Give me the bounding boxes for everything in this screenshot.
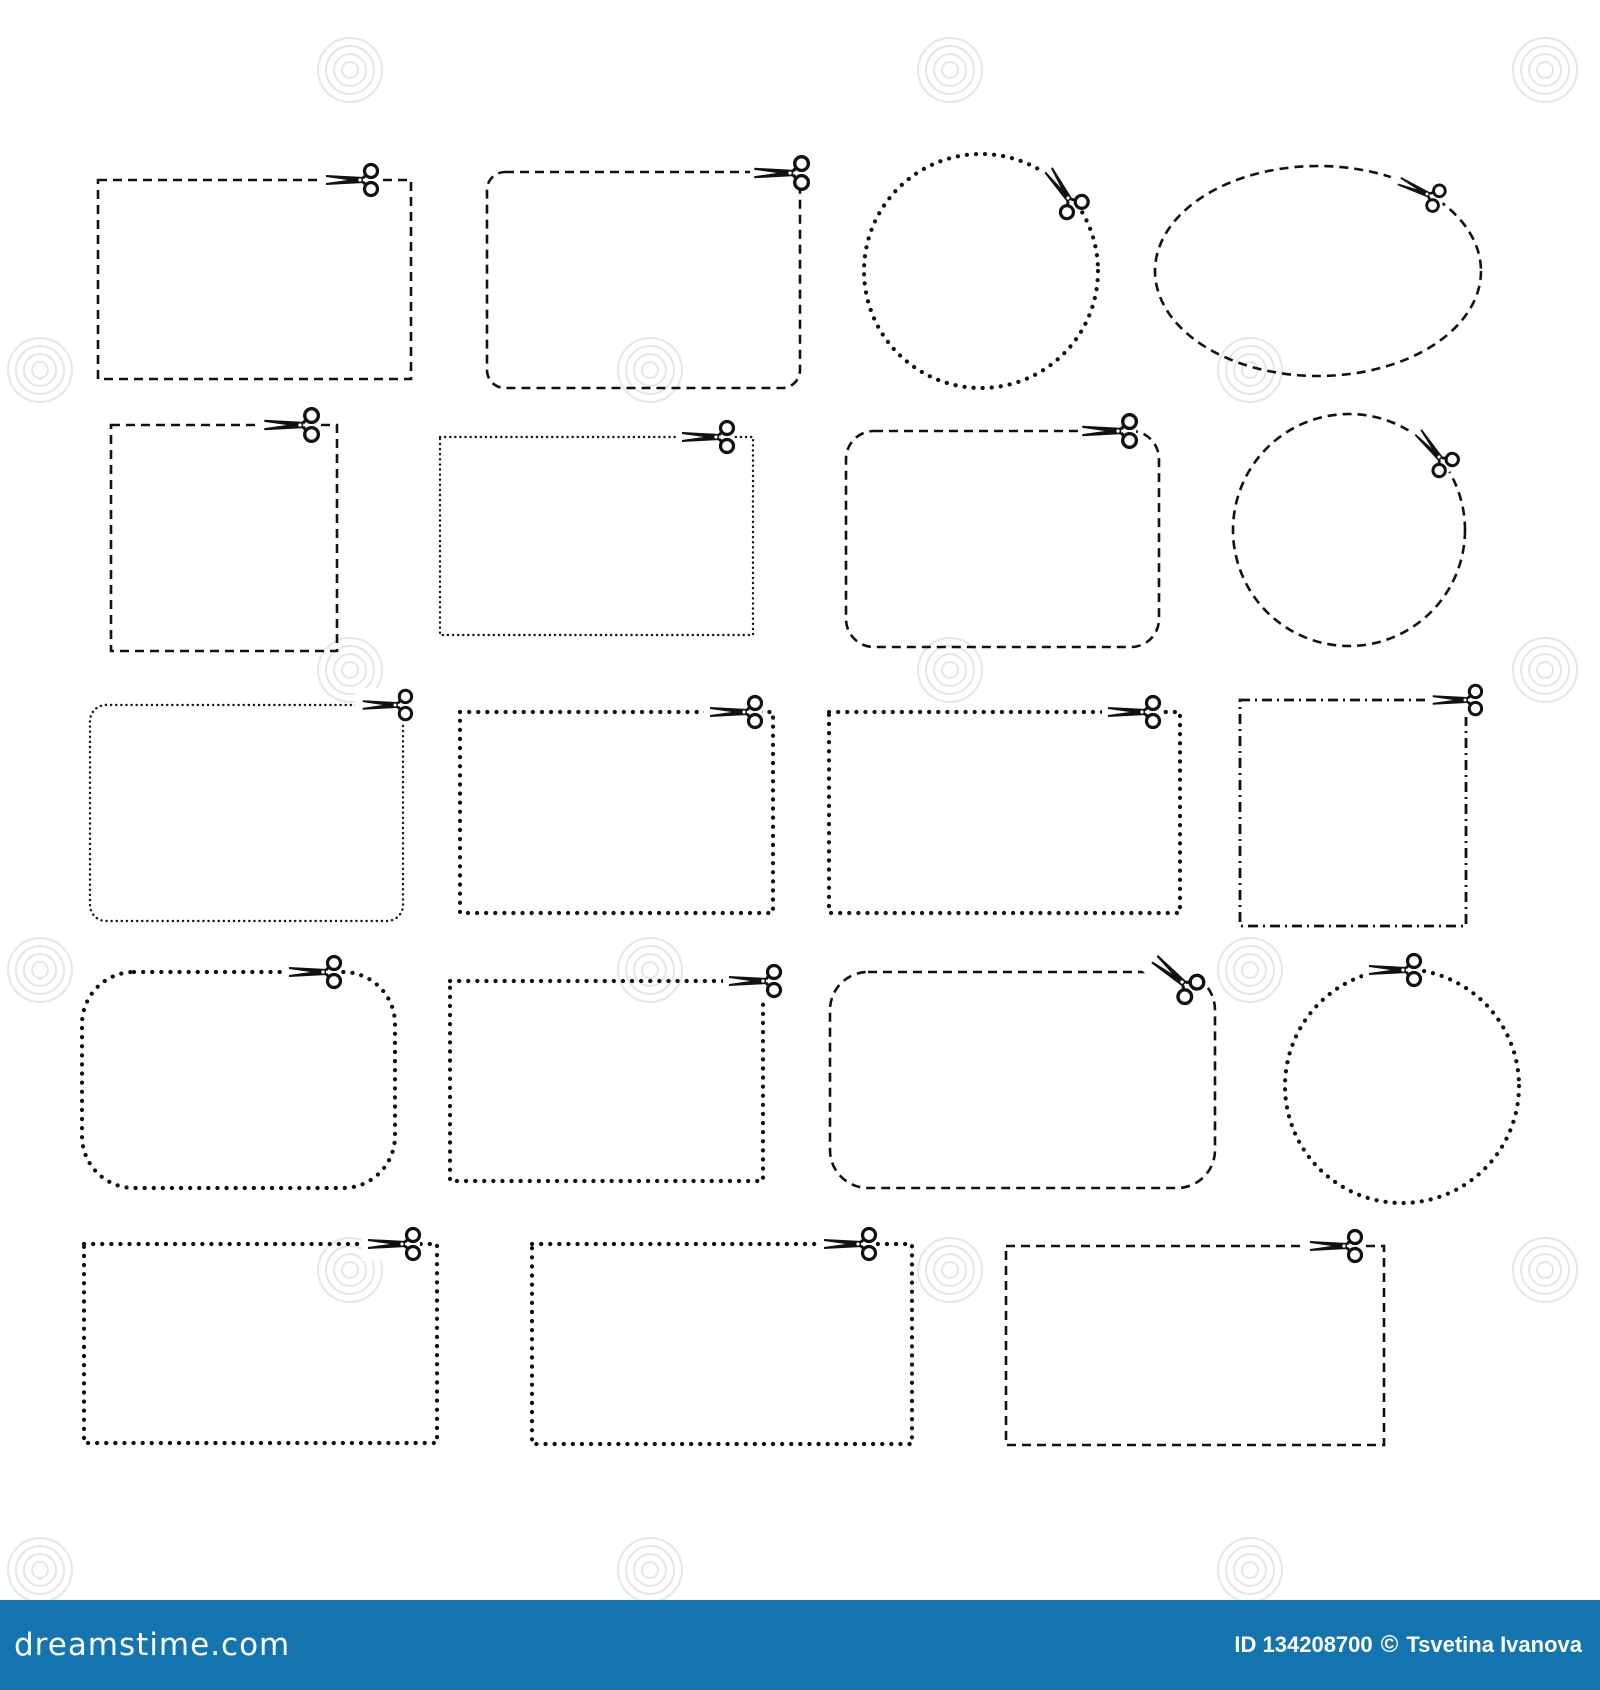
image-id: ID 134208700 (1234, 1632, 1373, 1657)
cut-frame-7-rectangle (846, 414, 1159, 647)
cut-frame-1-rectangle (98, 163, 411, 379)
scissors-pivot (400, 1242, 405, 1247)
scissors-pivot (1140, 710, 1145, 715)
cut-frame-15-rectangle (830, 943, 1215, 1188)
scissors-pivot (393, 703, 397, 707)
scissors-pivot (1116, 429, 1121, 434)
cut-line (1240, 700, 1466, 926)
cut-line (1006, 1246, 1384, 1445)
cut-line (532, 1244, 912, 1444)
author-name: Tsvetina Ivanova (1406, 1632, 1582, 1657)
cut-frame-19-rectangle (1006, 1229, 1384, 1445)
cut-line (450, 981, 763, 1181)
footer-bar (0, 1600, 1600, 1690)
cut-frame-10-rectangle (460, 695, 773, 913)
cut-line (846, 431, 1159, 647)
cut-line (829, 712, 1180, 913)
cut-line (111, 425, 337, 651)
cut-line (830, 972, 1215, 1188)
cut-frame-4-ellipse (1155, 162, 1481, 376)
cut-frame-5-rectangle (111, 408, 337, 651)
cut-line (1285, 969, 1519, 1203)
cut-line (84, 1244, 437, 1443)
cut-frame-6-rectangle (440, 420, 753, 635)
cut-line (440, 437, 753, 635)
cut-frame-16-circle (1285, 953, 1519, 1203)
image-credit (1234, 1631, 1582, 1659)
scissors-pivot (298, 423, 303, 428)
cut-frame-14-rectangle (450, 964, 781, 1181)
cut-frame-17-rectangle (84, 1227, 437, 1443)
dreamstime-logo[interactable]: dreamstime.com (14, 1627, 291, 1663)
cut-frame-18-rectangle (532, 1227, 912, 1444)
scissors-pivot (742, 710, 747, 715)
scissors-pivot (714, 435, 719, 440)
scissors-pivot (761, 979, 766, 984)
scissors-pivot (1463, 698, 1467, 702)
cut-line (460, 712, 773, 913)
cut-line (90, 705, 403, 921)
cut-line (82, 972, 395, 1188)
cut-frame-13-rectangle (82, 955, 395, 1188)
cut-frame-11-rectangle (829, 695, 1180, 913)
scissors-pivot (1401, 968, 1406, 973)
scissors-pivot (788, 171, 793, 176)
scissors-pivot (321, 970, 326, 975)
copyright-icon: © (1380, 1631, 1399, 1658)
scissors-pivot (856, 1242, 861, 1247)
cut-line (98, 180, 411, 379)
cut-frame-8-circle (1233, 414, 1465, 646)
cut-frame-3-circle (864, 154, 1098, 388)
scissors-pivot (358, 178, 363, 183)
scissors-pivot (1342, 1244, 1347, 1249)
cut-frame-2-rectangle (487, 156, 808, 388)
cut-frame-9-rectangle (90, 688, 413, 921)
cut-line (487, 172, 800, 388)
cut-frame-12-rectangle (1240, 683, 1483, 926)
